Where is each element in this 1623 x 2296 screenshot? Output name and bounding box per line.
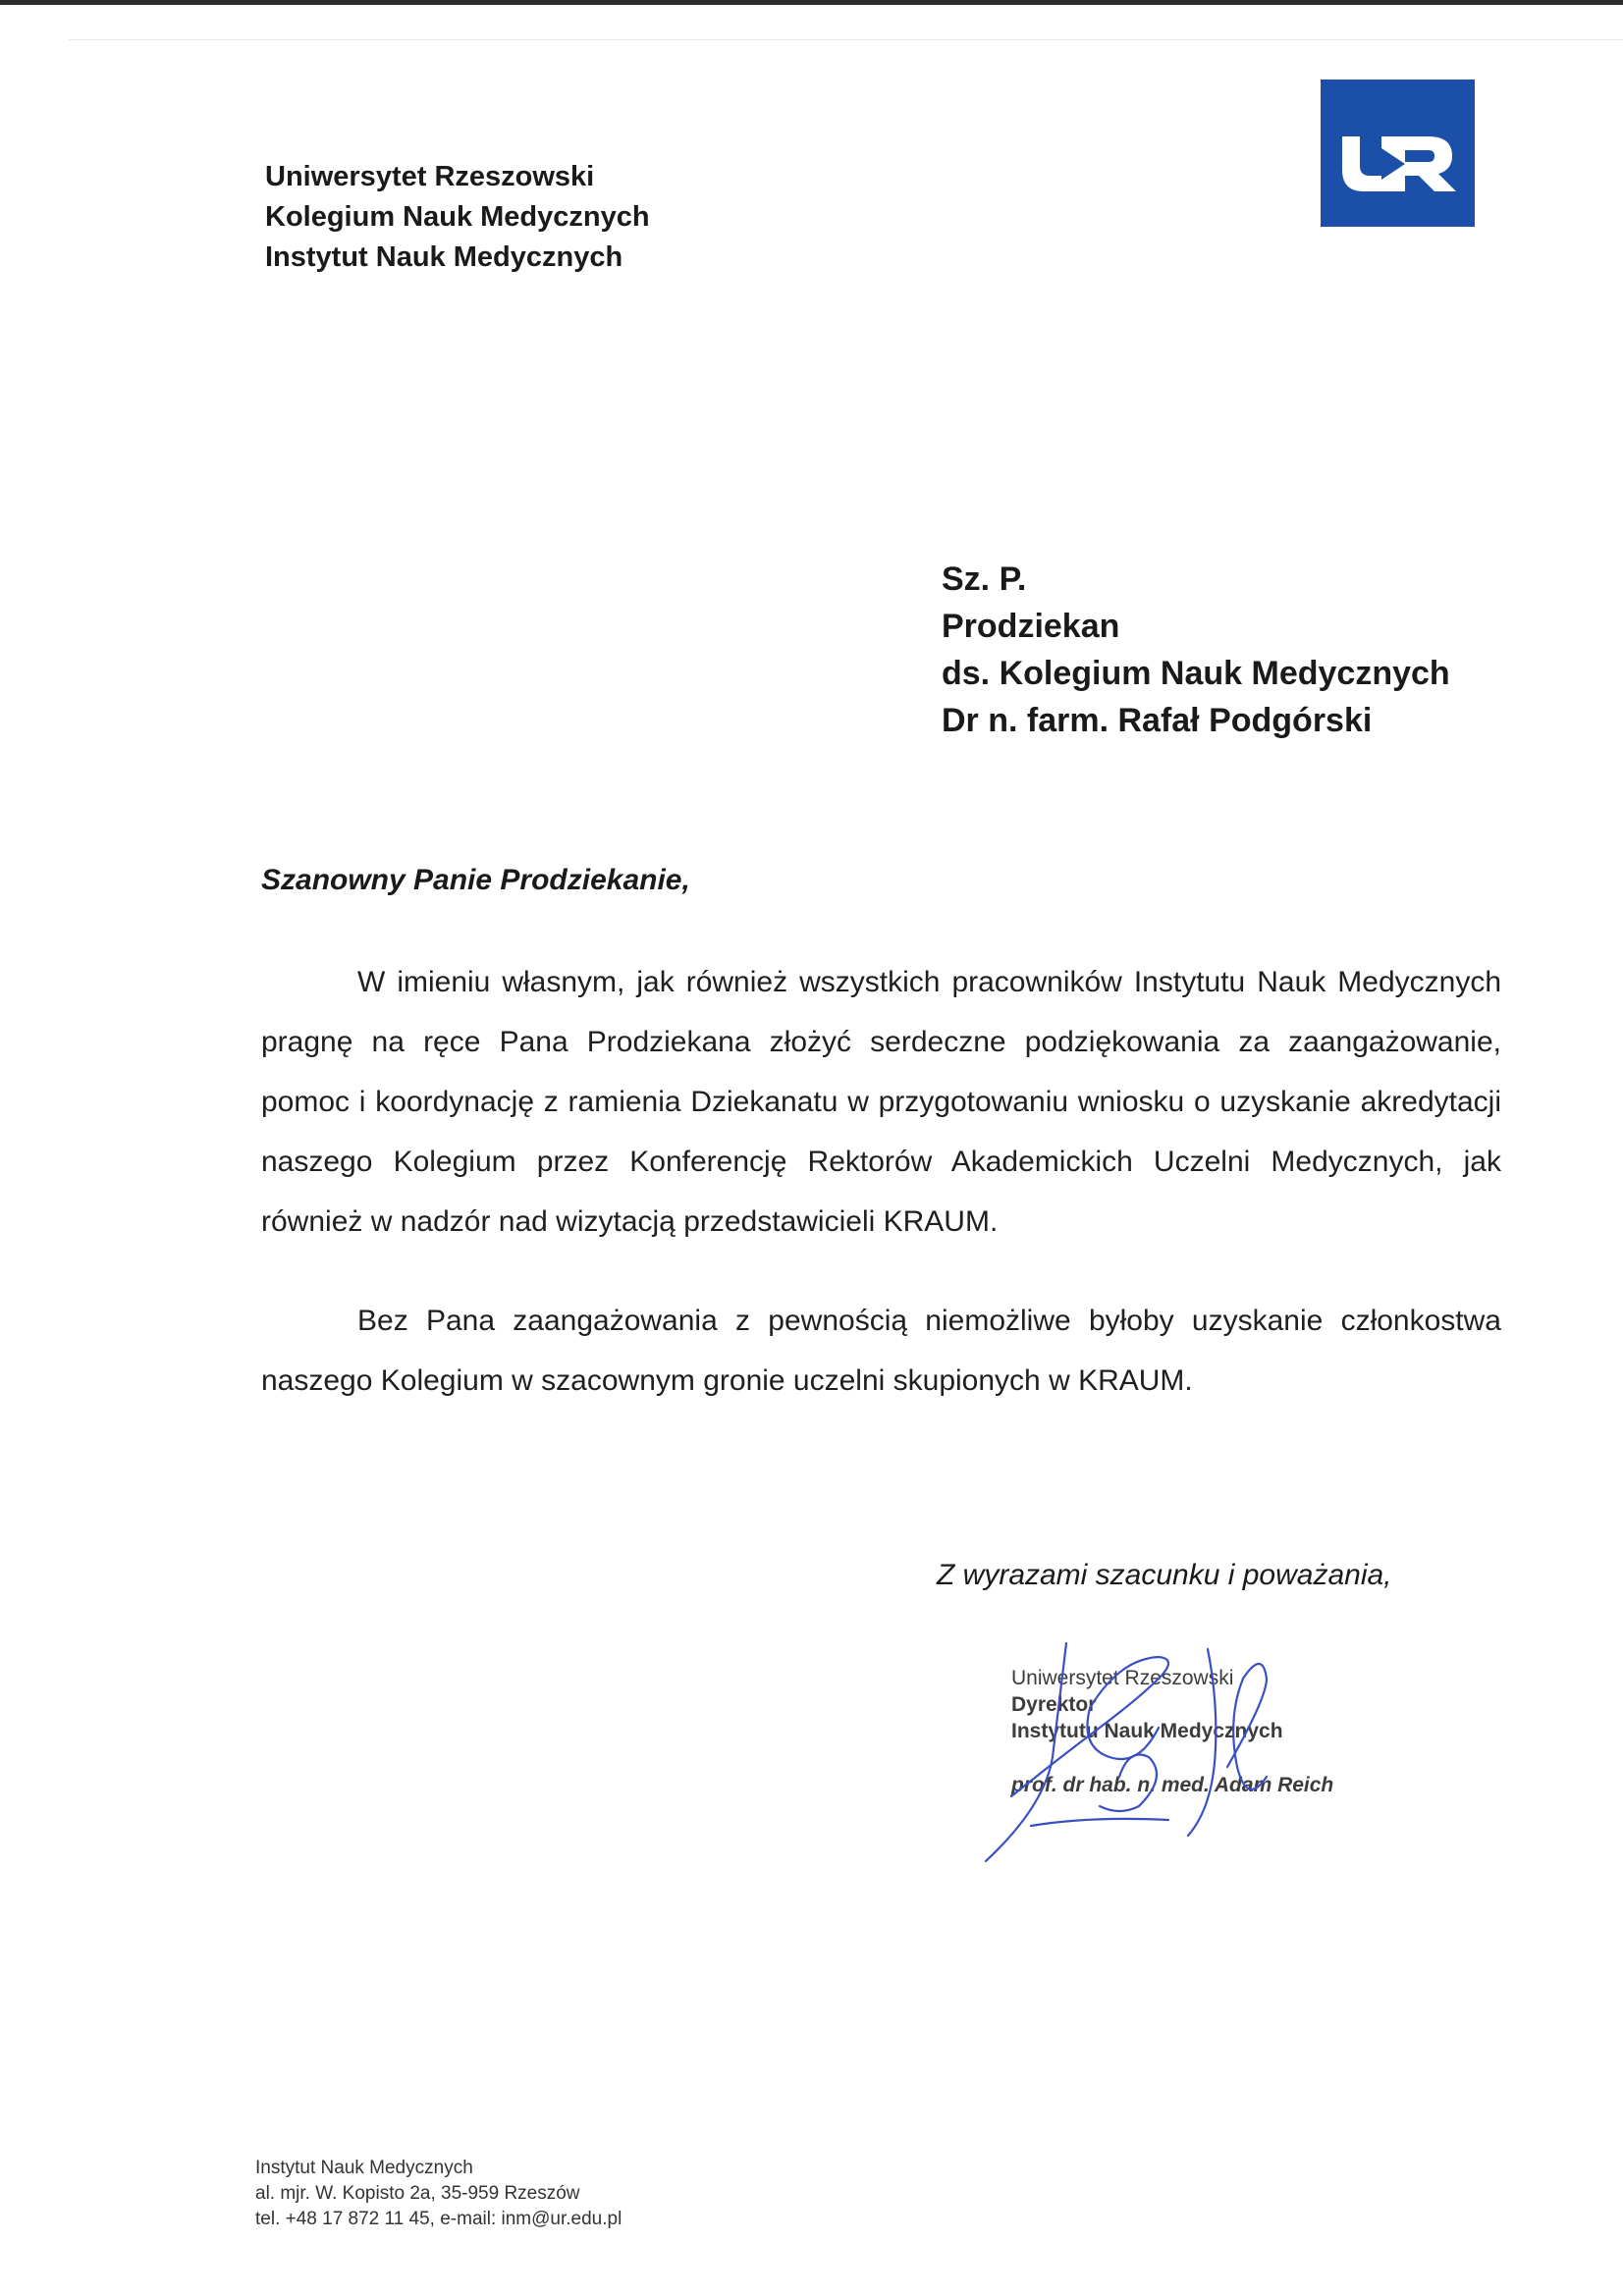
salutation: Szanowny Panie Prodziekanie, (261, 864, 690, 896)
paragraph-1: W imieniu własnym, jak również wszystkich pracowników Instytutu Nauk Medycznych pragnę na ręce Pana Prodziekana złożyć serdeczne podziękowania za zaangażowanie, pomoc i koordynację z ramienia Dziekanatu w przygotowaniu wniosku o uzyskanie akredytacji naszego Kolegium przez Konferencję Rektorów Akademickich Uczelni Medycznych, jak również w nadzór nad wizytacją przedstawicieli KRAUM. (261, 966, 1501, 1238)
stamp-line-1: Uniwersytet Rzeszowski (1011, 1667, 1234, 1689)
ur-logo-icon (1321, 80, 1475, 227)
letterhead-institute: Instytut Nauk Medycznych (265, 241, 623, 273)
recipient-line-2: Prodziekan (942, 608, 1120, 645)
footer (255, 2156, 622, 2232)
recipient-block (942, 556, 1450, 744)
scan-artifact-line (69, 39, 1623, 40)
handwritten-signature-icon (972, 1610, 1345, 1865)
stamp-line-3: Instytutu Nauk Medycznych (1011, 1720, 1283, 1742)
footer-line-1: Instytut Nauk Medycznych (255, 2158, 473, 2178)
footer-line-2: al. mjr. W. Kopisto 2a, 35-959 Rzeszów (255, 2183, 580, 2204)
letterhead-college: Kolegium Nauk Medycznych (265, 201, 650, 233)
recipient-line-1: Sz. P. (942, 561, 1027, 598)
scan-top-edge (0, 0, 1623, 5)
footer-line-3: tel. +48 17 872 11 45, e-mail: inm@ur.edu.pl (255, 2209, 622, 2229)
letterhead (265, 157, 650, 278)
closing-line: Z wyrazami szacunku i poważania, (937, 1559, 1392, 1591)
letterhead-university: Uniwersytet Rzeszowski (265, 161, 595, 192)
paragraph-2: Bez Pana zaangażowania z pewnością niemożliwe byłoby uzyskanie członkostwa naszego Kolegium w szacownym gronie uczelni skupionych w KRAUM. (261, 1305, 1501, 1397)
stamp-line-2: Dyrektor (1011, 1693, 1097, 1716)
stamp-name: prof. dr hab. n. med. Adam Reich (1011, 1774, 1334, 1796)
recipient-line-4: Dr n. farm. Rafał Podgórski (942, 702, 1373, 739)
recipient-line-3: ds. Kolegium Nauk Medycznych (942, 655, 1450, 692)
